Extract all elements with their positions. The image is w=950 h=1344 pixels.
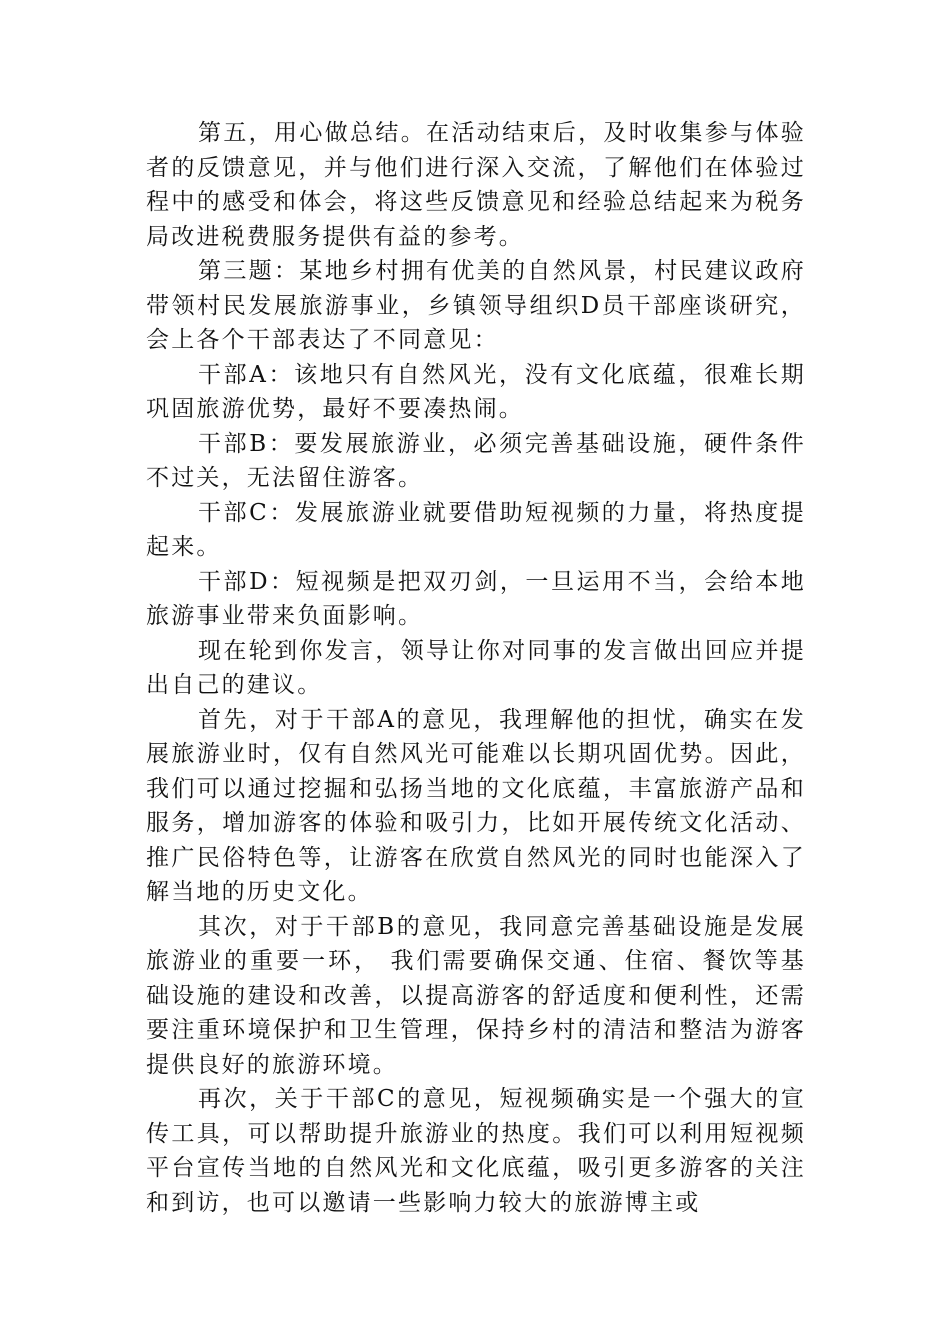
paragraph-response-b: 其次，对于干部B的意见，我同意完善基础设施是发展旅游业的重要一环， 我们需要确保交通、住宿、餐饮等基础设施的建设和改善，以提高游客的舒适度和便利性，还需要注重环境保护和卫生管理，保持乡村的清洁和整洁为游客提供良好的旅游环境。 <box>146 913 806 1078</box>
paragraph-question-three: 第三题：某地乡村拥有优美的自然风景，村民建议政府带领村民发展旅游事业，乡镇领导组织D员干部座谈研究，会上各个干部表达了不同意见： <box>146 258 806 353</box>
paragraph-response-a: 首先，对于干部A的意见，我理解他的担忧，确实在发展旅游业时，仅有自然风光可能难以长期巩固优势。因此，我们可以通过挖掘和弘扬当地的文化底蕴，丰富旅游产品和服务，增加游客的体验和吸引力，比如开展传统文化活动、推广民俗特色等，让游客在欣赏自然风光的同时也能深入了解当地的历史文化。 <box>146 706 806 905</box>
paragraph-cadre-c: 干部C：发展旅游业就要借助短视频的力量，将热度提起来。 <box>146 499 806 560</box>
paragraph-response-c: 再次，关于干部C的意见，短视频确实是一个强大的宣传工具，可以帮助提升旅游业的热度。我们可以利用短视频平台宣传当地的自然风光和文化底蕴，吸引更多游客的关注和到访，也可以邀请一些影响力较大的旅游博主或 <box>146 1086 806 1216</box>
document-body <box>146 116 806 1220</box>
paragraph-cadre-a: 干部A：该地只有自然风光，没有文化底蕴，很难长期巩固旅游优势，最好不要凑热闹。 <box>146 361 806 422</box>
paragraph-summary: 第五，用心做总结。在活动结束后，及时收集参与体验者的反馈意见，并与他们进行深入交流，了解他们在体验过程中的感受和体会，将这些反馈意见和经验总结起来为税务局改进税费服务提供有益的参考。 <box>146 120 806 250</box>
paragraph-cadre-b: 干部B：要发展旅游业，必须完善基础设施，硬件条件不过关，无法留住游客。 <box>146 430 806 491</box>
paragraph-cadre-d: 干部D：短视频是把双刃剑，一旦运用不当，会给本地旅游事业带来负面影响。 <box>146 568 806 629</box>
paragraph-your-turn: 现在轮到你发言，领导让你对同事的发言做出回应并提出自己的建议。 <box>146 637 806 698</box>
